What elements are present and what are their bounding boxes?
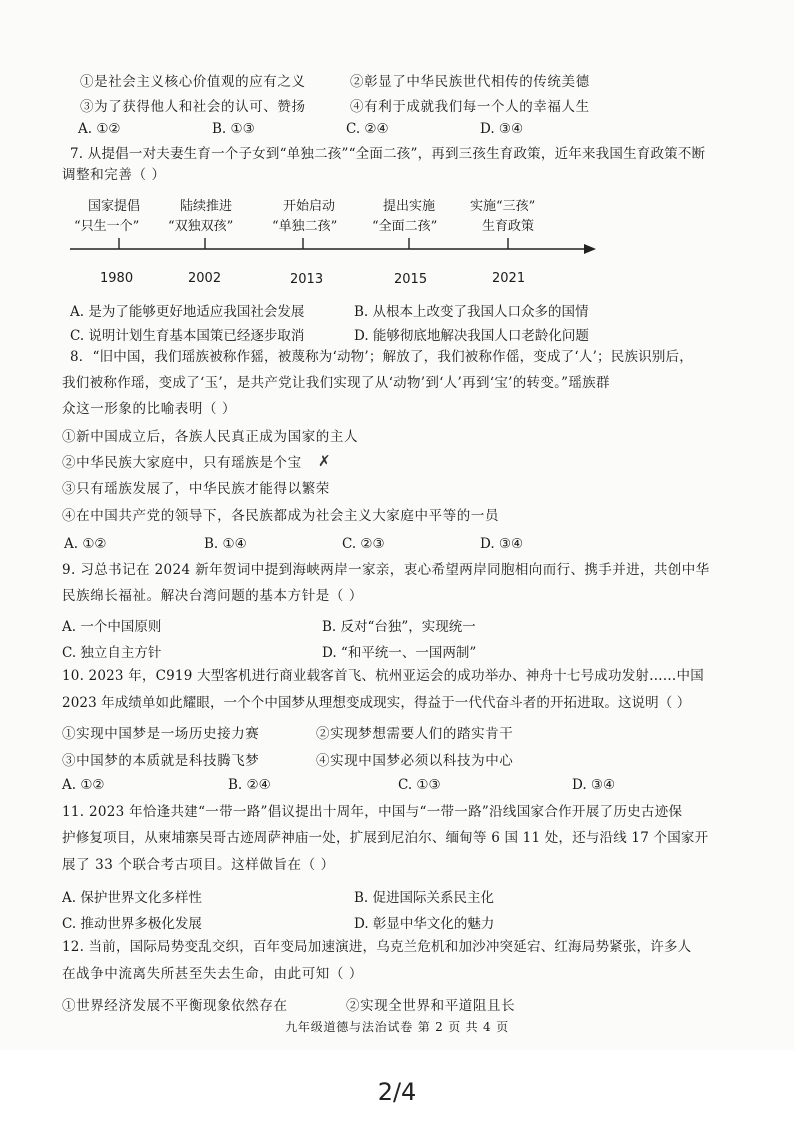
q10-stem-line2: 2023 年成绩单如此耀眼，一个个中国梦从理想变成现实，得益于一代代奋斗者的开拓进取。这说明（ ）	[62, 695, 691, 711]
q11-option-a: A. 保护世界文化多样性	[62, 890, 202, 906]
q11-option-c: C. 推动世界多极化发展	[62, 916, 202, 932]
page-indicator: 2/4	[377, 1078, 417, 1106]
page-footer: 九年级道德与法治试卷 第 2 页 共 4 页	[285, 1020, 509, 1034]
q11-stem-line2: 护修复项目，从柬埔寨吴哥古迹周萨神庙一处，扩展到尼泊尔、缅甸等 6 国 11 处，还与沿线 17 个国家开	[62, 830, 709, 846]
q9-stem-line1: 9. 习总书记在 2024 新年贺词中提到海峡两岸一家亲，衷心希望两岸同胞相向而行、携手并进，共创中华	[62, 562, 710, 578]
q6-statement-3: ③为了获得他人和社会的认可、赞扬	[80, 99, 306, 115]
timeline-event-1-top: 国家提倡	[88, 199, 141, 214]
q7-option-b: B. 从根本上改变了我国人口众多的国情	[354, 304, 589, 320]
q10-stem-line1: 10. 2023 年，C919 大型客机进行商业载客首飞、杭州亚运会的成功举办、神舟十七号成功发射……中国	[62, 668, 704, 684]
timeline-event-5-top: 实施“三孩”	[470, 199, 536, 214]
timeline-event-1-bottom: “只生一个”	[74, 219, 140, 234]
q6-choice-c: C. ②④	[346, 121, 389, 137]
timeline-axis	[60, 236, 600, 262]
timeline-year-5: 2021	[492, 271, 526, 286]
q10-choice-a: A. ①②	[62, 777, 105, 793]
q9-option-a: A. 一个中国原则	[62, 619, 162, 635]
q8-choice-d: D. ③④	[480, 536, 524, 552]
q11-option-b: B. 促进国际关系民主化	[354, 890, 495, 906]
q11-option-d: D. 彰显中华文化的魅力	[354, 916, 495, 932]
q6-choice-d: D. ③④	[480, 121, 524, 137]
handwritten-x-mark: ✗	[318, 452, 331, 470]
timeline-event-2-bottom: “双独双孩”	[168, 219, 234, 234]
q10-statement-1: ①实现中国梦是一场历史接力赛	[62, 726, 260, 742]
q8-stem-line3: 众这一形象的比喻表明（ ）	[62, 401, 237, 417]
timeline-event-4-top: 提出实施	[383, 199, 436, 214]
timeline-event-5-bottom: 生育政策	[482, 219, 535, 234]
q6-statement-2: ②彰显了中华民族世代相传的传统美德	[350, 74, 590, 90]
q10-choice-b: B. ②④	[228, 777, 271, 793]
timeline-event-4-bottom: “全面二孩”	[372, 219, 438, 234]
q8-statement-3: ③只有瑶族发展了，中华民族才能得以繁荣	[62, 481, 330, 497]
q12-stem-line2: 在战争中流离失所甚至失去生命，由此可知（ ）	[62, 966, 363, 982]
q7-option-a: A. 是为了能够更好地适应我国社会发展	[70, 304, 305, 320]
q8-statement-1: ①新中国成立后，各族人民真正成为国家的主人	[62, 429, 359, 445]
q7-stem-line2: 调整和完善（ ）	[62, 167, 166, 183]
q12-statement-2: ②实现全世界和平道阻且长	[346, 998, 516, 1014]
q12-statement-1: ①世界经济发展不平衡现象依然存在	[62, 998, 288, 1014]
q10-statement-2: ②实现梦想需要人们的踏实肯干	[316, 726, 514, 742]
timeline-year-3: 2013	[290, 272, 324, 287]
timeline-event-3-bottom: “单独二孩”	[272, 219, 338, 234]
q6-statement-4: ④有利于成就我们每一个人的幸福人生	[350, 99, 590, 115]
q11-stem-line3: 展了 33 个联合考古项目。这样做旨在（ ）	[62, 857, 335, 873]
timeline-event-2-top: 陆续推进	[180, 199, 233, 214]
q12-stem-line1: 12. 当前，国际局势变乱交织，百年变局加速演进，乌克兰危机和加沙冲突延宕、红海局势紧张，许多人	[62, 939, 692, 955]
q9-option-d: D. “和平统一、一国两制”	[322, 645, 477, 661]
q8-stem-line2: 我们被称作瑶，变成了‘玉’，是共产党让我们实现了从‘动物’到‘人’再到‘宝’的转变。”瑶族群	[62, 375, 610, 391]
timeline-year-2: 2002	[188, 271, 222, 286]
q8-choice-c: C. ②③	[342, 536, 385, 552]
timeline-year-4: 2015	[394, 272, 428, 287]
q6-choice-a: A. ①②	[78, 121, 121, 137]
q9-option-b: B. 反对“台独”，实现统一	[322, 619, 476, 635]
q7-option-c: C. 说明计划生育基本国策已经逐步取消	[70, 328, 305, 344]
q10-choice-c: C. ①③	[398, 777, 441, 793]
q10-choice-d: D. ③④	[572, 777, 616, 793]
q8-statement-4: ④在中国共产党的领导下，各民族都成为社会主义大家庭中平等的一员	[62, 508, 500, 524]
q8-statement-2: ②中华民族大家庭中，只有瑶族是个宝	[62, 455, 302, 471]
q6-statement-1: ①是社会主义核心价值观的应有之义	[80, 74, 306, 90]
q10-statement-4: ④实现中国梦必须以科技为中心	[316, 753, 514, 769]
q11-stem-line1: 11. 2023 年恰逢共建“一带一路”倡议提出十周年，中国与“一带一路”沿线国家合作开展了历史古迹保	[62, 804, 683, 820]
timeline-event-3-top: 开始启动	[283, 199, 336, 214]
q8-choice-a: A. ①②	[64, 536, 107, 552]
q6-choice-b: B. ①③	[212, 121, 255, 137]
q9-stem-line2: 民族绵长福祉。解决台湾问题的基本方针是（ ）	[62, 588, 363, 604]
q10-statement-3: ③中国梦的本质就是科技腾飞梦	[62, 753, 260, 769]
q8-choice-b: B. ①④	[204, 536, 247, 552]
q9-option-c: C. 独立自主方针	[62, 645, 162, 661]
q7-stem-line1: 7. 从提倡一对夫妻生育一个子女到“单独二孩”“全面二孩”，再到三孩生育政策，近年来我国生育政策不断	[70, 146, 706, 162]
q8-stem-line1: 8．“旧中国，我们瑶族被称作猺，被蔑称为‘动物’；解放了，我们被称作傜，变成了‘人’；民族识别后，	[70, 349, 693, 365]
q7-option-d: D. 能够彻底地解决我国人口老龄化问题	[354, 328, 589, 344]
timeline-year-1: 1980	[100, 271, 134, 286]
